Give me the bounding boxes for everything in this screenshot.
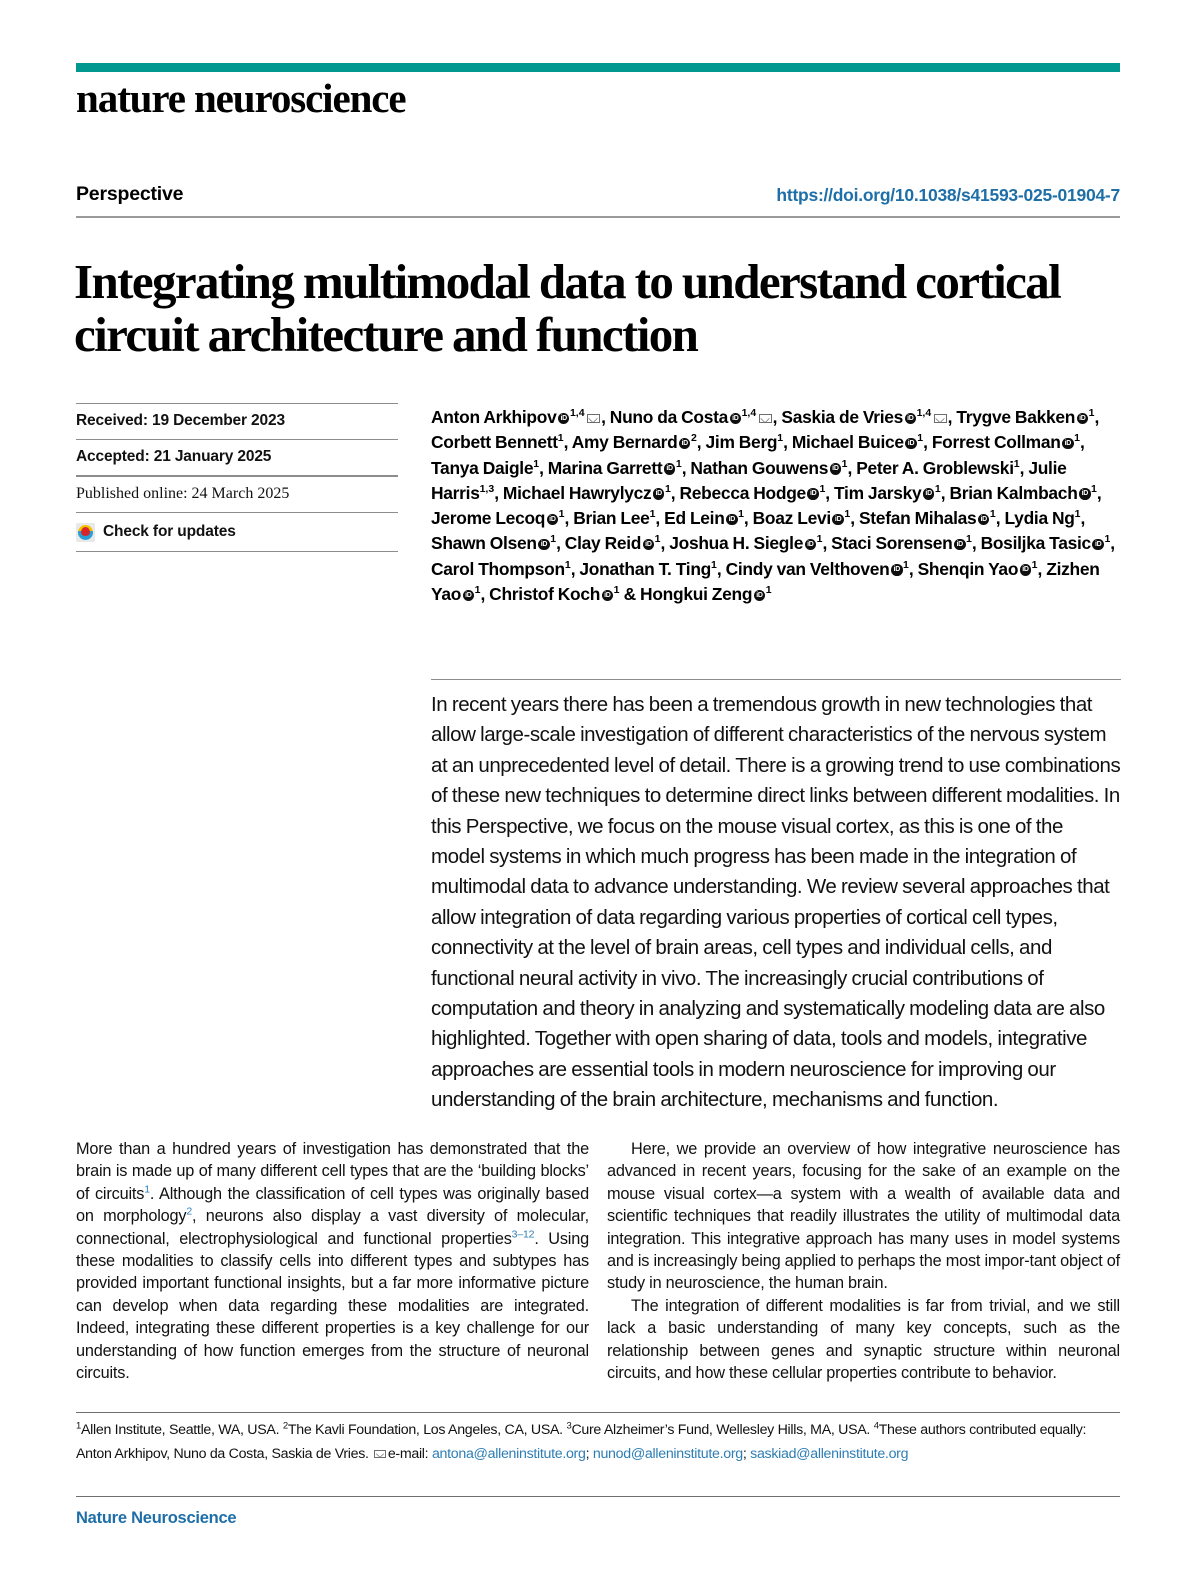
author-joshua-h-siegle[interactable]: Joshua H. Siegle [669, 533, 804, 554]
orcid-icon[interactable] [558, 413, 570, 425]
orcid-icon[interactable] [730, 413, 742, 425]
journal-masthead: nature neuroscience [76, 75, 406, 121]
orcid-icon[interactable] [832, 514, 844, 526]
envelope-icon[interactable] [934, 414, 947, 424]
body-column-left [76, 1138, 589, 1384]
citation-ref[interactable]: 2 [186, 1205, 193, 1218]
author-tim-jarsky[interactable]: Tim Jarsky [834, 482, 922, 503]
affil-marker: 1 [841, 457, 848, 470]
orcid-icon[interactable] [830, 463, 842, 475]
orcid-icon[interactable] [905, 413, 917, 425]
orcid-icon[interactable] [679, 438, 691, 450]
email-link-nunod[interactable]: nunod@alleninstitute.org [592, 1445, 743, 1462]
affil-marker: 2 [690, 432, 697, 445]
author-carol-thompson[interactable]: Carol Thompson [431, 558, 565, 579]
author-stefan-mihalas[interactable]: Stefan Mihalas [858, 508, 977, 529]
affil-marker: 1 [1088, 407, 1095, 420]
author-corbett-bennett[interactable]: Corbett Bennett [431, 432, 558, 453]
author-forrest-collman[interactable]: Forrest Collman [931, 432, 1061, 453]
email-separator: ; [742, 1445, 751, 1462]
affiliations-block [76, 1419, 1120, 1466]
orcid-icon[interactable] [643, 539, 655, 551]
body-text: , neurons also display a vast diversity of molecular, connectional, electrophysiological and functional properties [76, 1207, 589, 1248]
author-michael-buice[interactable]: Michael Buice [791, 432, 904, 453]
author-amy-bernard[interactable]: Amy Bernard [571, 432, 678, 453]
affil-marker: 1 [1013, 457, 1020, 470]
author-marina-garrett[interactable]: Marina Garrett [547, 457, 663, 478]
meta-divider [76, 551, 398, 552]
author-nathan-gouwens[interactable]: Nathan Gouwens [690, 457, 829, 478]
article-meta-panel [76, 403, 398, 552]
author-ed-lein[interactable]: Ed Lein [664, 508, 725, 529]
orcid-icon[interactable] [463, 590, 475, 602]
orcid-icon[interactable] [978, 514, 990, 526]
envelope-icon[interactable] [587, 414, 600, 424]
author-julie-harris[interactable]: Julie Harris [431, 457, 1067, 503]
author-bosiljka-tasic[interactable]: Bosiljka Tasic [980, 533, 1091, 554]
affil-marker: 1,4 [569, 407, 585, 420]
author-shawn-olsen[interactable]: Shawn Olsen [431, 533, 537, 554]
orcid-icon[interactable] [923, 488, 935, 500]
orcid-icon[interactable] [653, 488, 665, 500]
orcid-icon[interactable] [547, 514, 559, 526]
article-type-label: Perspective [76, 183, 184, 205]
affil-marker: 1 [557, 432, 564, 445]
crossmark-icon [76, 523, 95, 542]
affil-marker: 1 [765, 584, 772, 597]
author-trygve-bakken[interactable]: Trygve Bakken [956, 407, 1076, 427]
affil-marker: 1 [816, 533, 823, 546]
author-list: Anton Arkhipov iD $^{1,4}$ , Nuno da Costa iD $^{1,4}$ , Saskia de Vries iD $^{1,4}$ , Trygve Bakken iD $^1$, Corbett Bennett$^1$, Amy Bernard iD $^2$, Jim Berg$^1$, Michael Buice iD $^1$, Forrest Collman iD $^1$, Tanya Daigle$^1$, Marina Garrett iD $^1$, Nathan Gouwens iD $^1$, Peter A. Groblewski$^1$, Julie Harris$^{1,3}$, Michael Hawrylycz iD $^1$, Rebecca HodgeiD $^1$, Tim Jarsky iD $^1$, Brian Kalmbach iD $^1$, Jerome Lecoq iD $^1$, Brian Lee$^1$, Ed Lein iD $^1$, Boaz Levi iD $^1$, Stefan Mihalas iD $^1$, Lydia Ng$^1$, Shawn Olsen iD $^1$, Clay Reid iD $^1$, Joshua H. Siegle iD $^1$, Staci Sorensen iD $^1$, Bosiljka Tasic iD $^1$, Carol Thompson$^1$, Jonathan T. Ting$^1$, Cindy van Velthoven iD $^1$, Shenqin Yao iD $^1$, Zizhen Yao iD $^1$, Christof Koch iD $^1$ & Hongkui Zeng iD $^1$ [431, 405, 1121, 607]
orcid-icon[interactable] [602, 590, 614, 602]
author-cindy-van-velthoven[interactable]: Cindy van Velthoven [725, 558, 890, 579]
affil-marker: 1,4 [741, 407, 757, 420]
email-separator: ; [585, 1445, 593, 1462]
affil-marker: 1 [934, 483, 941, 496]
article-header-line [76, 183, 1120, 213]
author-michael-hawrylycz[interactable]: Michael Hawrylycz [502, 482, 652, 503]
email-link-antona[interactable]: antona@alleninstitute.org [431, 1445, 586, 1462]
affil-marker: 1 [76, 1420, 81, 1432]
affil-marker: 1 [917, 432, 924, 445]
orcid-icon[interactable] [1079, 488, 1091, 500]
affil-marker: 1 [564, 558, 571, 571]
author-boaz-levi[interactable]: Boaz Levi [752, 508, 831, 529]
affiliation-2: The Kavli Foundation, Los Angeles, CA, USA. [287, 1422, 567, 1438]
affiliation-1: Allen Institute, Seattle, WA, USA. [80, 1422, 283, 1438]
envelope-icon[interactable] [759, 414, 772, 424]
orcid-icon[interactable] [1092, 539, 1104, 551]
affil-marker: 1 [654, 533, 661, 546]
doi-link[interactable]: https://doi.org/10.1038/s41593-025-01904-7 [776, 185, 1120, 205]
affil-marker: 1 [711, 558, 717, 571]
author-clay-reid[interactable]: Clay Reid [564, 533, 642, 554]
footer-journal-link[interactable]: Nature Neuroscience [76, 1509, 237, 1527]
affil-marker: 4 [873, 1420, 879, 1432]
check-for-updates-button[interactable] [76, 513, 398, 551]
affil-marker: 1 [558, 508, 565, 521]
affil-marker: 1 [1104, 533, 1111, 546]
affil-marker: 1 [903, 558, 909, 571]
orcid-icon[interactable] [807, 488, 819, 500]
author-staci-sorensen[interactable]: Staci Sorensen [831, 533, 953, 554]
author-brian-lee[interactable]: Brian Lee [573, 508, 650, 529]
affil-marker: 1 [675, 457, 682, 470]
author-hongkui-zeng[interactable]: Hongkui Zeng [640, 584, 753, 605]
author-nuno-da-costa[interactable]: Nuno da Costa [609, 407, 729, 427]
check-for-updates-label: Check for updates [103, 523, 236, 541]
body-paragraph [76, 1138, 589, 1384]
body-paragraph: Here, we provide an overview of how integrative neuroscience has advanced in recent years, focusing for the sake of an example on the mouse visual cortex—a system with a wealth of available data and scientific techniques that readily illustrates the utility of multimodal data integration. This integrative approach has many uses in model systems and is increasingly being applied to perhaps the most impor-tant object of study in neuroscience, the human brain. [607, 1140, 1120, 1293]
affil-marker: 1 [1074, 508, 1081, 521]
affil-marker: 1 [474, 584, 481, 597]
author-lydia-ng[interactable]: Lydia Ng [1004, 508, 1075, 529]
orcid-icon[interactable] [1062, 438, 1074, 450]
affil-marker: 1 [533, 457, 540, 470]
affil-marker: 1 [1031, 558, 1038, 571]
orcid-icon[interactable] [1020, 564, 1032, 576]
published-date: Published online: 24 March 2025 [76, 484, 290, 502]
header-divider [76, 216, 1120, 218]
author-jonathan-t-ting[interactable]: Jonathan T. Ting [579, 558, 711, 579]
body-text: More than a hundred years of investigation has demonstrated that the brain is made up of many different cell types that are the ‘building blocks’ of circuits [76, 1140, 589, 1203]
affil-marker: 1 [966, 533, 972, 546]
affiliation-3: Cure Alzheimer’s Fund, Wellesley Hills, MA, USA. [571, 1422, 874, 1438]
affil-marker: 1 [1091, 483, 1097, 496]
author-shenqin-yao[interactable]: Shenqin Yao [917, 558, 1019, 579]
author-anton-arkhipov[interactable]: Anton Arkhipov [431, 407, 557, 427]
abstract-text: In recent years there has been a tremendous growth in new technologies that allow large-scale investigation of different characteristics of the nervous system at an unprecedented level of detail. There is a growing trend to use combinations of these new techniques to determine direct links between different modalities. In this Perspective, we focus on the mouse visual cortex, as this is one of the model systems in which much progress has been made in the integration of multimodal data to advance understanding. We review several approaches that allow integration of data regarding various properties of cortical cell types, connectivity at the level of brain areas, cell types and individual cells, and functional neural activity in vivo. The increasingly crucial contributions of computation and theory in analyzing and systematically modeling data are also highlighted. Together with open sharing of data, tools and models, integrative approaches are essential tools in modern neuroscience for improving our understanding of the brain architecture, mechanisms and function. [431, 693, 1121, 1112]
affil-marker: 1 [550, 533, 557, 546]
affil-marker: 1 [664, 483, 671, 496]
affil-marker: 1 [613, 584, 620, 597]
orcid-icon[interactable] [1077, 413, 1089, 425]
orcid-icon[interactable] [891, 564, 903, 576]
orcid-icon[interactable] [664, 463, 676, 475]
orcid-icon[interactable] [754, 590, 766, 602]
affil-marker: 1,4 [916, 407, 932, 420]
author-jim-berg[interactable]: Jim Berg [705, 432, 778, 453]
orcid-icon[interactable] [805, 539, 817, 551]
affil-marker: 1 [989, 508, 996, 521]
body-text: . Although the classification of cell types was originally based on morphology [76, 1184, 589, 1226]
author-brian-kalmbach[interactable]: Brian Kalmbach [949, 482, 1078, 503]
abstract-divider [431, 679, 1121, 680]
author-peter-a-groblewski[interactable]: Peter A. Groblewski [856, 457, 1014, 478]
affil-marker: 1,3 [479, 483, 495, 496]
envelope-icon [374, 1450, 386, 1459]
affiliations-divider [76, 1412, 1120, 1413]
affil-marker: 2 [282, 1420, 288, 1432]
footer-divider [76, 1496, 1120, 1497]
author-tanya-daigle[interactable]: Tanya Daigle [431, 457, 534, 478]
email-label: e-mail: [387, 1445, 432, 1462]
brand-accent-bar [76, 63, 1120, 72]
affil-marker: 1 [777, 432, 784, 445]
orcid-icon[interactable] [726, 514, 738, 526]
orcid-icon[interactable] [538, 539, 550, 551]
email-link-saskiad[interactable]: saskiad@alleninstitute.org [750, 1445, 909, 1462]
affil-marker: 1 [738, 508, 744, 521]
citation-ref[interactable]: 3–12 [511, 1228, 535, 1241]
body-paragraph: The integration of different modalities is far from trivial, and we still lack a basic understanding of many key concepts, such as the relationship between genes and synaptic structure within neuronal circuits, and how these cellular properties contribute to behavior. [607, 1296, 1120, 1383]
orcid-icon[interactable] [905, 438, 917, 450]
page-title: Integrating multimodal data to understand cortical circuit architecture and function [74, 253, 1061, 363]
citation-ref[interactable]: 1 [144, 1183, 150, 1196]
body-column-right [607, 1138, 1120, 1384]
author-jerome-lecoq[interactable]: Jerome Lecoq [431, 508, 546, 529]
affil-marker: 1 [1074, 432, 1080, 445]
body-text: . Using these modalities to classify cells into different types and subtypes has provided important functional insights, but a far more informative picture can develop when data regarding these modalities are integrated. Indeed, integrating these different properties is a key challenge for our understanding of how function emerges from the structure of neuronal circuits. [76, 1229, 589, 1383]
affil-marker: 3 [566, 1420, 572, 1432]
author-zizhen-yao[interactable]: Zizhen Yao [431, 558, 1100, 605]
author-christof-koch[interactable]: Christof Koch [489, 584, 601, 605]
affil-marker: 1 [649, 508, 656, 521]
orcid-icon[interactable] [954, 539, 966, 551]
accepted-date: Accepted: 21 January 2025 [76, 448, 272, 466]
affiliation-4: These authors contributed equally: Anton Arkhipov, Nuno da Costa, Saskia de Vries. [76, 1422, 1087, 1462]
affil-marker: 1 [819, 483, 826, 496]
received-date: Received: 19 December 2023 [76, 412, 285, 430]
affil-marker: 1 [844, 508, 851, 521]
author-saskia-de-vries[interactable]: Saskia de Vries [781, 407, 904, 427]
author-rebecca-hodge[interactable]: Rebecca Hodge [679, 482, 806, 503]
